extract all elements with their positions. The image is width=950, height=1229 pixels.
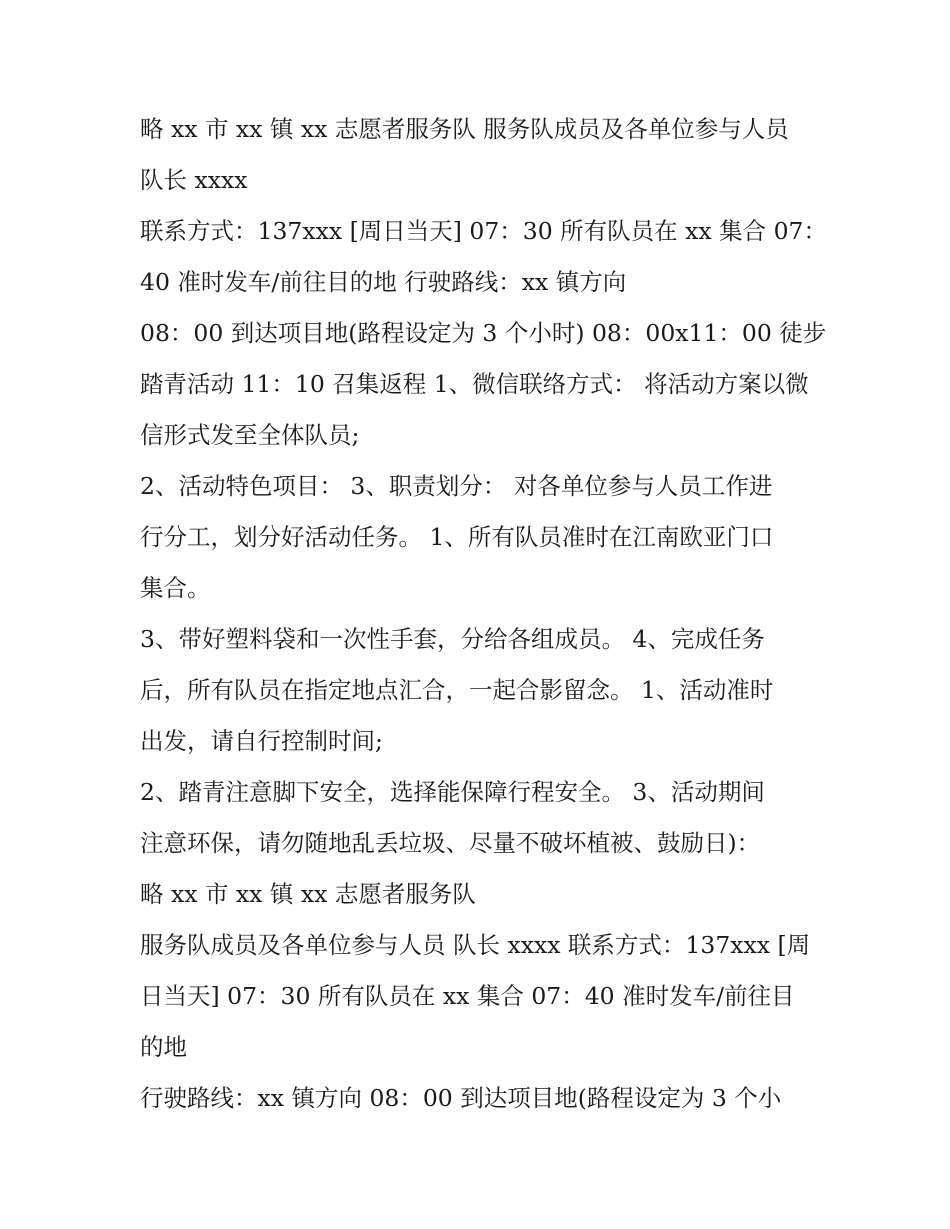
text-line: 注意环保，请勿随地乱丢垃圾、尽量不破坏植被、鼓励日)： — [140, 829, 761, 857]
text-line: 的地 — [140, 1033, 187, 1061]
text-line: 08：00 到达项目地(路程设定为 3 个小时) 08：00x11：00 徒步 — [140, 319, 827, 347]
text-line: 略 xx 市 xx 镇 xx 志愿者服务队 — [140, 880, 476, 908]
text-line: 略 xx 市 xx 镇 xx 志愿者服务队 服务队成员及各单位参与人员 — [140, 115, 789, 143]
text-line: 3、带好塑料袋和一次性手套，分给各组成员。 4、完成任务 — [140, 625, 765, 653]
text-line: 集合。 — [140, 574, 211, 602]
text-line: 信形式发至全体队员; — [140, 421, 360, 449]
text-line: 服务队成员及各单位参与人员 队长 xxxx 联系方式：137xxx [周 — [140, 931, 811, 959]
text-line: 行驶路线：xx 镇方向 08：00 到达项目地(路程设定为 3 个小 — [140, 1084, 782, 1112]
text-line: 40 准时发车/前往目的地 行驶路线：xx 镇方向 — [140, 268, 627, 296]
text-line: 行分工，划分好活动任务。 1、所有队员准时在江南欧亚门口 — [140, 523, 774, 551]
text-line: 2、活动特色项目： 3、职责划分： 对各单位参与人员工作进 — [140, 472, 773, 500]
text-line: 出发，请自行控制时间; — [140, 727, 383, 755]
text-line: 2、踏青注意脚下安全，选择能保障行程安全。 3、活动期间 — [140, 778, 765, 806]
text-line: 踏青活动 11：10 召集返程 1、微信联络方式： 将活动方案以微 — [140, 370, 809, 398]
text-line: 队长 xxxx — [140, 166, 248, 194]
text-line: 后，所有队员在指定地点汇合，一起合影留念。 1、活动准时 — [140, 676, 774, 704]
text-line: 联系方式：137xxx [周日当天] 07：30 所有队员在 xx 集合 07： — [140, 217, 827, 245]
text-line: 日当天] 07：30 所有队员在 xx 集合 07：40 准时发车/前往目 — [140, 982, 795, 1010]
document-body — [140, 104, 830, 1124]
